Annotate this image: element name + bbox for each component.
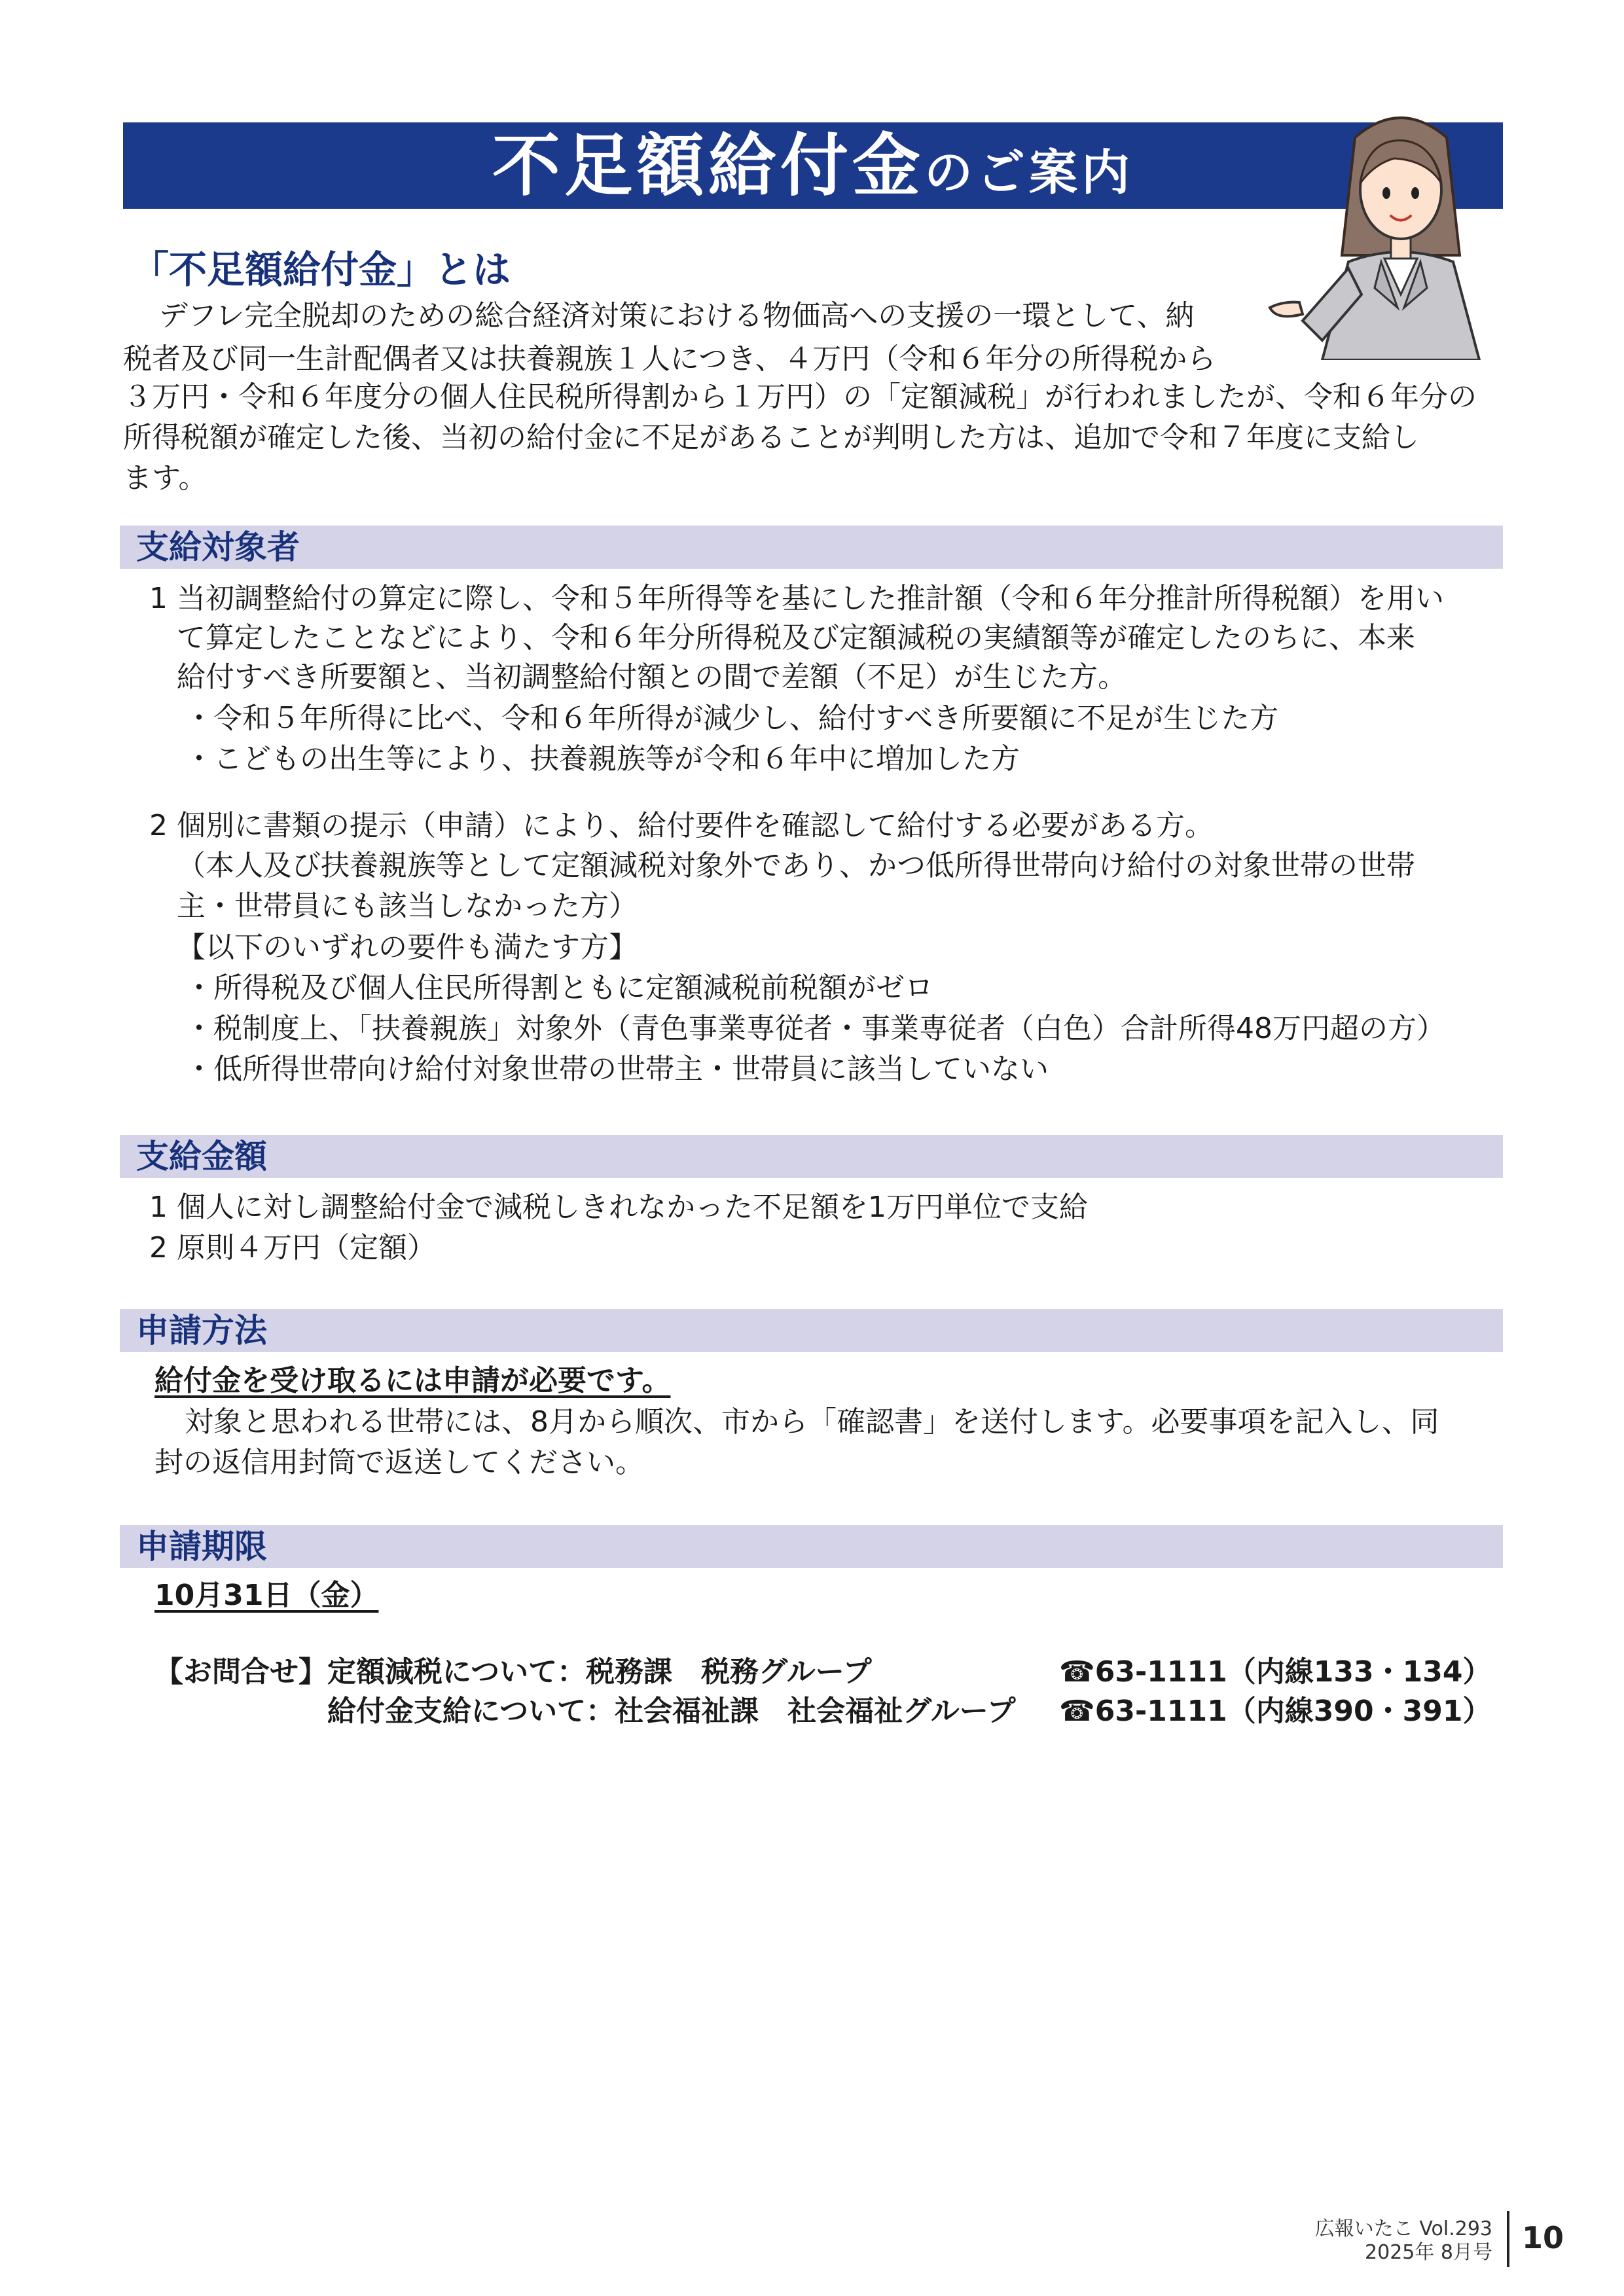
eligibility-item-2-cont-1: （本人及び扶養親族等として定額減税対象外であり、かつ低所得世帯向け給付の対象世帯の世帯 [177, 849, 1415, 882]
title-main: 不足額給付金 [492, 126, 924, 206]
amount-item-2: 2 原則４万円（定額） [149, 1231, 436, 1265]
contact-phone-1: ☎63-1111（内線133・134） [1059, 1655, 1492, 1689]
intro-line-1: デフレ完全脱却のための総合経済対策における物価高への支援の一環として、納 [159, 299, 1195, 332]
application-section-bar [120, 1309, 1503, 1352]
eligibility-item-2-cont-2: 主・世帯員にも該当しなかった方） [177, 889, 638, 923]
intro-heading: 「不足額給付金」とは [131, 247, 511, 292]
amount-item-1: 1 個人に対し調整給付金で減税しきれなかった不足額を1万円単位で支給 [149, 1191, 1088, 1224]
contact-label: 【お問合せ】 [154, 1655, 327, 1689]
intro-line-3: ３万円・令和６年度分の個人住民税所得割から１万円）の「定額減税」が行われましたが、令和６年分の [123, 380, 1477, 414]
eligibility-requirements-heading: 【以下のいずれの要件も満たす方】 [177, 931, 638, 964]
eligibility-req-1: ・所得税及び個人住民所得割ともに定額減税前税額がゼロ [185, 971, 933, 1005]
footer-issue: 2025年 8月号 [1365, 2241, 1492, 2264]
contact-topic-1: 定額減税について：税務課 税務グループ [327, 1655, 872, 1689]
eligibility-bullet-1: ・令和５年所得に比べ、令和６年所得が減少し、給付すべき所要額に不足が生じた方 [185, 702, 1279, 735]
amount-title: 支給金額 [136, 1138, 267, 1175]
deadline-section-bar [120, 1525, 1503, 1568]
title-tail: のご案内 [924, 145, 1134, 201]
eligibility-req-3: ・低所得世帯向け給付対象世帯の世帯主・世帯員に該当していない [185, 1052, 1049, 1086]
eligibility-title: 支給対象者 [136, 528, 300, 566]
eligibility-item-1: 1 当初調整給付の算定に際し、令和５年所得等を基にした推計額（令和６年分推計所得税額）を用い [149, 582, 1444, 615]
deadline-title: 申請期限 [136, 1528, 267, 1566]
contact-phone-2: ☎63-1111（内線390・391） [1059, 1695, 1492, 1728]
application-line-2: 封の返信用封筒で返送してください。 [154, 1446, 644, 1479]
intro-line-4: 所得税額が確定した後、当初の給付金に不足があることが判明した方は、追加で令和７年度に支給し [123, 421, 1419, 454]
deadline-date: 10月31日（金） [154, 1579, 379, 1612]
application-emphasis: 給付金を受け取るには申請が必要です。 [154, 1364, 671, 1397]
eligibility-req-2: ・税制度上、「扶養親族」対象外（青色事業専従者・事業専従者（白色）合計所得48万円超の方） [185, 1012, 1445, 1045]
intro-line-2: 税者及び同一生計配偶者又は扶養親族１人につき、４万円（令和６年分の所得税から [123, 342, 1216, 376]
presenter-illustration-icon [1263, 98, 1506, 360]
footer-divider [1507, 2211, 1509, 2267]
application-title: 申請方法 [136, 1312, 267, 1350]
eligibility-item-1-cont-1: て算定したことなどにより、令和６年分所得税及び定額減税の実績額等が確定したのちに、本来 [177, 621, 1415, 655]
eligibility-bullet-2: ・こどもの出生等により、扶養親族等が令和６年中に増加した方 [185, 742, 1020, 776]
contact-topic-2: 給付金支給について：社会福祉課 社会福祉グループ [327, 1695, 1016, 1728]
application-line-1: 対象と思われる世帯には、8月から順次、市から「確認書」を送付します。必要事項を記入し、同 [185, 1405, 1439, 1439]
eligibility-item-2: 2 個別に書類の提示（申請）により、給付要件を確認して給付する必要がある方。 [149, 809, 1214, 842]
eligibility-item-1-cont-2: 給付すべき所要額と、当初調整給付額との間で差額（不足）が生じた方。 [177, 660, 1127, 694]
eligibility-section-bar [120, 526, 1503, 569]
footer-publication: 広報いたこ Vol.293 [1314, 2217, 1492, 2240]
amount-section-bar [120, 1135, 1503, 1178]
intro-line-5: ます。 [123, 461, 208, 495]
page-number: 10 [1522, 2220, 1564, 2255]
